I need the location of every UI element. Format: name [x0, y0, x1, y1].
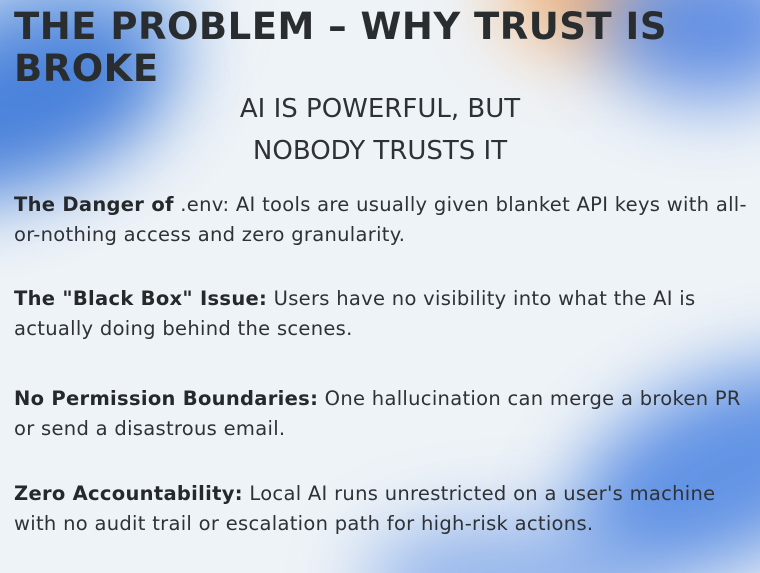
- problem-point: [14, 384, 759, 444]
- subtitle-line: AI IS POWERFUL, BUT: [239, 94, 521, 124]
- problem-point-heading: No Permission Boundaries:: [14, 387, 319, 410]
- problem-point-body: Users have no visibility into what the AI is actually doing behind the scenes.: [14, 287, 696, 340]
- problem-point-heading: The Danger of: [14, 193, 174, 216]
- subtitle-line: NOBODY TRUSTS IT: [252, 136, 508, 166]
- problem-point-heading: The "Black Box" Issue:: [14, 287, 268, 310]
- problem-point: [14, 190, 759, 250]
- problem-point: [14, 284, 759, 344]
- slide-subtitle: [150, 88, 610, 172]
- problem-point-body: Local AI runs unrestricted on a user's machine with no audit trail or escalation path for high-risk actions.: [14, 482, 716, 535]
- problem-point-body: .env: AI tools are usually given blanket API keys with all-or-nothing access and zero granularity.: [14, 193, 747, 246]
- slide-title: THE PROBLEM – WHY TRUST IS BROKE: [14, 5, 667, 90]
- problem-point: [14, 479, 759, 539]
- problem-point-heading: Zero Accountability:: [14, 482, 243, 505]
- problem-point-body: One hallucination can merge a broken PR or send a disastrous email.: [14, 387, 741, 440]
